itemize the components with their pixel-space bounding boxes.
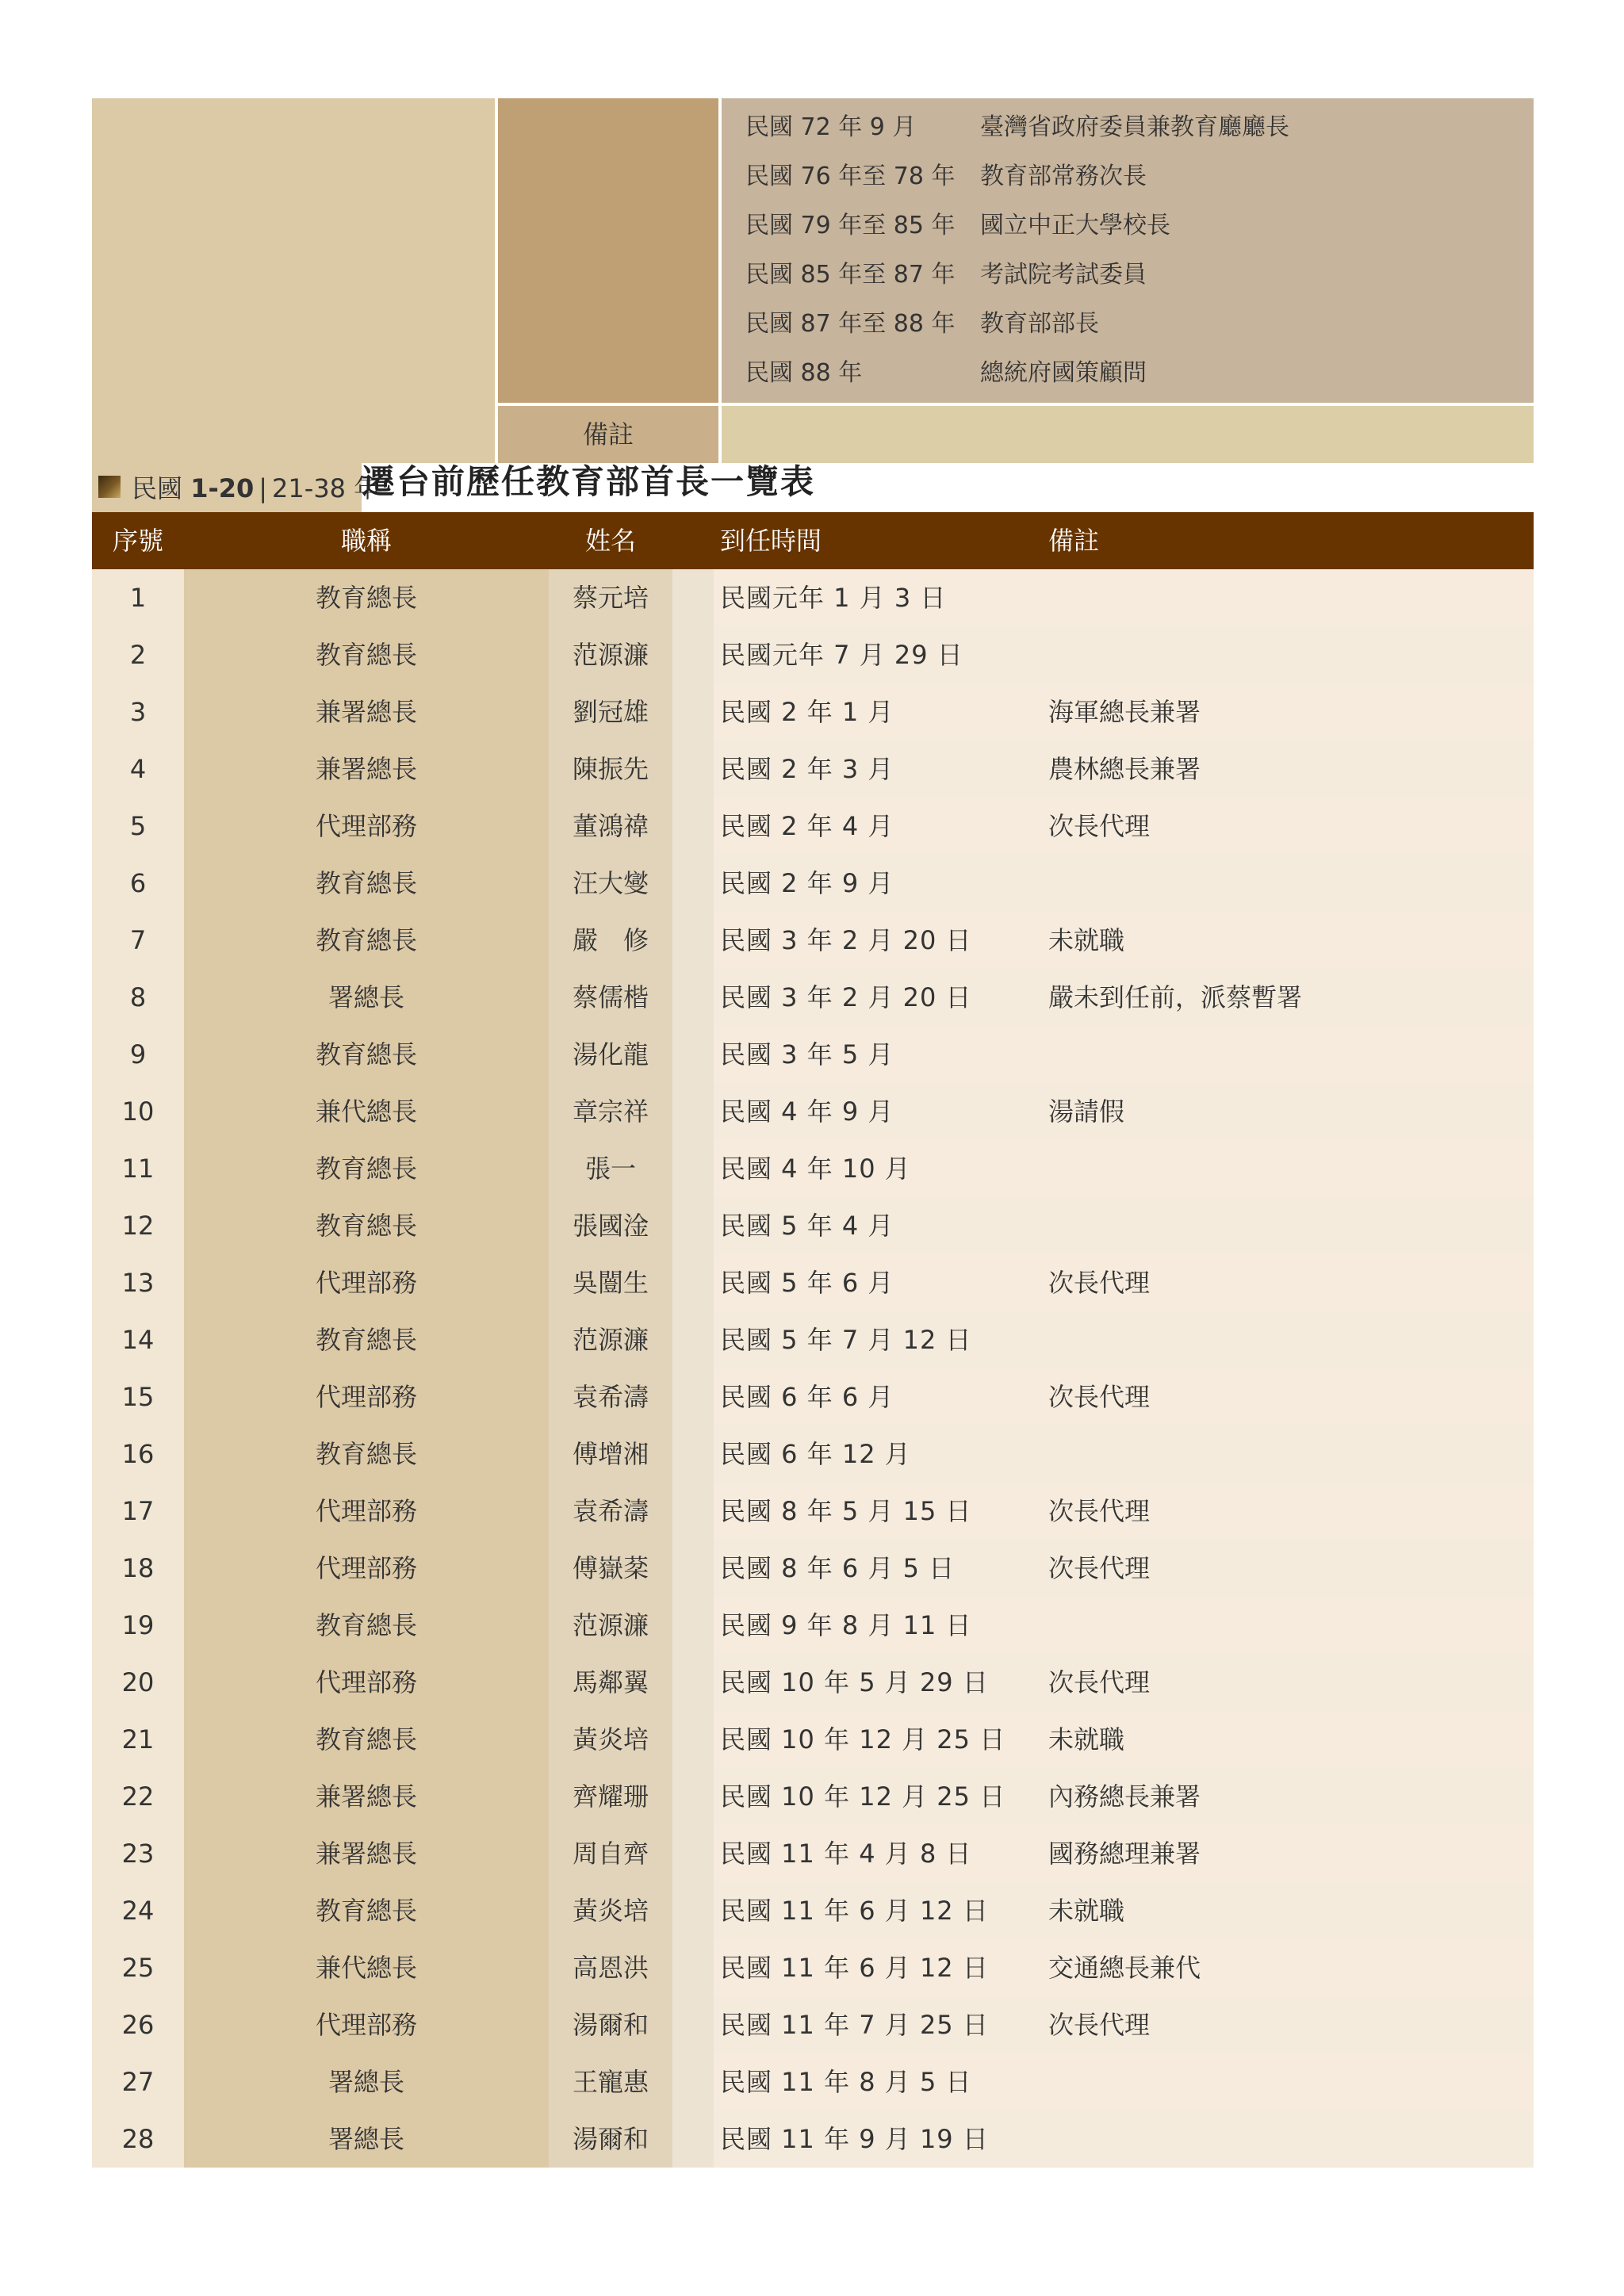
cell-name: 傅增湘 [549,1425,672,1483]
cell-title: 教育總長 [184,1882,549,1939]
cell-spacer [672,1311,714,1368]
cell-name: 范源濂 [549,626,672,683]
cell-spacer [672,1540,714,1597]
table-row [92,1425,1534,1483]
career-item [722,152,1534,201]
cell-date-note [714,1768,1534,1825]
cell-date-note [714,1825,1534,1882]
cell-title: 教育總長 [184,1311,549,1368]
table-row [92,626,1534,683]
cell-name: 范源濂 [549,1311,672,1368]
cell-note: 國務總理兼署 [1048,1839,1201,1869]
table-header [92,512,1534,569]
cell-no: 9 [92,1026,184,1083]
nav-prefix: 民國 [132,473,191,503]
cell-date-note [714,626,1534,683]
cell-name: 董鴻禕 [549,798,672,855]
cell-no: 18 [92,1540,184,1597]
cell-no: 5 [92,798,184,855]
career-item [722,300,1534,349]
cell-date-note [714,798,1534,855]
cell-title: 代理部務 [184,1483,549,1540]
cell-date: 民國 6 年 12 月 [720,1439,911,1469]
cell-no: 19 [92,1597,184,1654]
nav-separator: | [259,473,268,503]
cell-name: 王寵惠 [549,2053,672,2110]
table-row [92,1368,1534,1425]
career-title: 教育部常務次長 [980,163,1147,190]
cell-name: 傅嶽棻 [549,1540,672,1597]
career-item [722,349,1534,398]
cell-name: 高恩洪 [549,1939,672,1996]
career-date: 民國 72 年 9 月 [745,113,917,141]
table-row [92,683,1534,740]
cell-date: 民國 11 年 8 月 5 日 [720,2067,972,2097]
cell-no: 22 [92,1768,184,1825]
cell-name: 吳闓生 [549,1254,672,1311]
cell-date: 民國 2 年 4 月 [720,811,894,841]
table-row [92,1996,1534,2053]
cell-spacer [672,740,714,798]
table-row [92,855,1534,912]
cell-date-note [714,1711,1534,1768]
cell-no: 4 [92,740,184,798]
cell-date: 民國 6 年 6 月 [720,1382,894,1412]
cell-spacer [672,1197,714,1254]
cell-no: 23 [92,1825,184,1882]
cell-note: 次長代理 [1048,811,1151,841]
cell-date-note [714,1254,1534,1311]
cell-name: 陳振先 [549,740,672,798]
cell-title: 兼署總長 [184,683,549,740]
cell-name: 蔡儒楷 [549,969,672,1026]
cell-spacer [672,1083,714,1140]
cell-name: 劉冠雄 [549,683,672,740]
cell-title: 署總長 [184,969,549,1026]
cell-date-note [714,1083,1534,1140]
cell-no: 10 [92,1083,184,1140]
cell-note: 未就職 [1048,1724,1125,1755]
cell-spacer [672,1140,714,1197]
cell-title: 兼署總長 [184,1768,549,1825]
cell-date: 民國 4 年 9 月 [720,1096,894,1127]
table-row [92,1768,1534,1825]
cell-date-note [714,1425,1534,1483]
cell-name: 齊耀珊 [549,1768,672,1825]
cell-note: 次長代理 [1048,1268,1151,1298]
cell-date-note [714,1140,1534,1197]
cell-date-note [714,1654,1534,1711]
cell-title: 代理部務 [184,798,549,855]
cell-spacer [672,969,714,1026]
cell-date-note [714,1597,1534,1654]
cell-date: 民國 11 年 4 月 8 日 [720,1839,972,1869]
cell-date: 民國 8 年 6 月 5 日 [720,1553,956,1583]
cell-title: 教育總長 [184,626,549,683]
page-range-nav [132,473,379,504]
cell-title: 教育總長 [184,1597,549,1654]
cell-date-note [714,1311,1534,1368]
cell-spacer [672,1768,714,1825]
cell-title: 教育總長 [184,855,549,912]
cell-name: 章宗祥 [549,1083,672,1140]
career-date: 民國 87 年至 88 年 [745,310,956,338]
cell-name: 黃炎培 [549,1882,672,1939]
cell-date-note [714,1197,1534,1254]
career-block [92,98,1534,463]
cell-name: 范源濂 [549,1597,672,1654]
cell-date: 民國 8 年 5 月 15 日 [720,1496,972,1526]
cell-spacer [672,798,714,855]
cell-name: 張一 [549,1140,672,1197]
table-body [92,569,1534,2168]
cell-spacer [672,1939,714,1996]
cell-date: 民國 5 年 6 月 [720,1268,894,1298]
cell-no: 6 [92,855,184,912]
cell-no: 11 [92,1140,184,1197]
header-title: 職稱 [340,526,392,556]
cell-date-note [714,2053,1534,2110]
cell-name: 袁希濤 [549,1483,672,1540]
cell-note: 未就職 [1048,925,1125,955]
cell-no: 28 [92,2110,184,2168]
cell-date: 民國 2 年 3 月 [720,754,894,784]
career-date: 民國 79 年至 85 年 [745,212,956,239]
cell-date: 民國元年 7 月 29 日 [720,640,963,670]
cell-date-note [714,1882,1534,1939]
cell-spacer [672,1882,714,1939]
cell-no: 27 [92,2053,184,2110]
career-date: 民國 76 年至 78 年 [745,163,956,190]
cell-title: 代理部務 [184,1996,549,2053]
bullet-icon [98,476,121,498]
cell-no: 7 [92,912,184,969]
cell-date-note [714,2110,1534,2168]
cell-title: 兼代總長 [184,1939,549,1996]
cell-date-note [714,1483,1534,1540]
table-row [92,1711,1534,1768]
cell-spacer [672,626,714,683]
cell-title: 署總長 [184,2053,549,2110]
career-item [722,201,1534,251]
cell-title: 教育總長 [184,912,549,969]
cell-note: 次長代理 [1048,1667,1151,1697]
cell-title: 教育總長 [184,1711,549,1768]
cell-date: 民國 3 年 5 月 [720,1039,894,1070]
cell-title: 兼署總長 [184,1825,549,1882]
nav-link-current[interactable]: 1-20 [190,473,255,503]
cell-title: 教育總長 [184,1140,549,1197]
cell-title: 教育總長 [184,1026,549,1083]
table-row [92,798,1534,855]
career-title: 教育部部長 [980,310,1099,338]
cell-spacer [672,2110,714,2168]
nav-link-other[interactable]: 21-38 年 [272,473,380,503]
header-date: 到任時間 [720,526,822,556]
cell-date: 民國 11 年 6 月 12 日 [720,1953,989,1983]
cell-title: 署總長 [184,2110,549,2168]
cell-date-note [714,1540,1534,1597]
cell-title: 教育總長 [184,1197,549,1254]
cell-spacer [672,912,714,969]
cell-no: 25 [92,1939,184,1996]
cell-name: 張國淦 [549,1197,672,1254]
career-list [722,98,1534,403]
table-row [92,1197,1534,1254]
cell-no: 26 [92,1996,184,2053]
cell-no: 1 [92,569,184,626]
header-no: 序號 [112,526,163,556]
cell-no: 17 [92,1483,184,1540]
cell-spacer [672,1254,714,1311]
cell-date: 民國元年 1 月 3 日 [720,583,947,613]
table-row [92,740,1534,798]
cell-date-note [714,969,1534,1026]
cell-spacer [672,2053,714,2110]
career-photo-area [92,98,495,463]
cell-date-note [714,912,1534,969]
cell-note: 次長代理 [1048,1382,1151,1412]
cell-date: 民國 11 年 7 月 25 日 [720,2010,989,2040]
ministers-table [92,512,1534,2168]
cell-note: 農林總長兼署 [1048,754,1201,784]
cell-date: 民國 5 年 7 月 12 日 [720,1325,972,1355]
cell-date: 民國 11 年 6 月 12 日 [720,1896,989,1926]
table-row [92,1825,1534,1882]
cell-date-note [714,740,1534,798]
cell-no: 24 [92,1882,184,1939]
cell-name: 汪大燮 [549,855,672,912]
cell-title: 代理部務 [184,1254,549,1311]
header-note: 備註 [1048,526,1100,556]
section-nav [92,463,380,514]
cell-note: 次長代理 [1048,1496,1151,1526]
cell-date: 民國 9 年 8 月 11 日 [720,1610,972,1640]
cell-spacer [672,1825,714,1882]
cell-name: 湯爾和 [549,1996,672,2053]
career-label-column [498,98,718,403]
cell-note: 嚴未到任前，派蔡暫署 [1048,982,1303,1012]
cell-spacer [672,1597,714,1654]
cell-date-note [714,855,1534,912]
cell-spacer [672,855,714,912]
career-date: 民國 85 年至 87 年 [745,261,956,289]
table-row [92,1083,1534,1140]
cell-date: 民國 3 年 2 月 20 日 [720,925,972,955]
cell-no: 8 [92,969,184,1026]
table-row [92,1540,1534,1597]
cell-no: 14 [92,1311,184,1368]
note-label: 備註 [498,406,718,463]
table-row [92,2110,1534,2168]
cell-date: 民國 2 年 1 月 [720,697,894,727]
cell-spacer [672,1483,714,1540]
table-row [92,1026,1534,1083]
cell-no: 20 [92,1654,184,1711]
cell-date: 民國 5 年 4 月 [720,1211,894,1241]
table-row [92,569,1534,626]
cell-name: 嚴 修 [549,912,672,969]
cell-title: 代理部務 [184,1654,549,1711]
cell-date: 民國 4 年 10 月 [720,1154,911,1184]
cell-spacer [672,1368,714,1425]
career-date: 民國 88 年 [745,359,863,387]
cell-date-note [714,569,1534,626]
cell-no: 21 [92,1711,184,1768]
career-item [722,251,1534,300]
cell-note: 海軍總長兼署 [1048,697,1201,727]
table-row [92,1939,1534,1996]
cell-title: 代理部務 [184,1368,549,1425]
cell-spacer [672,683,714,740]
table-row [92,1483,1534,1540]
cell-date-note [714,1368,1534,1425]
cell-spacer [672,569,714,626]
header-name: 姓名 [584,526,636,556]
cell-no: 13 [92,1254,184,1311]
table-row [92,2053,1534,2110]
note-value [722,406,1534,463]
cell-spacer [672,1711,714,1768]
cell-spacer [672,1654,714,1711]
cell-date: 民國 11 年 9 月 19 日 [720,2124,989,2154]
cell-date: 民國 2 年 9 月 [720,868,894,898]
cell-date-note [714,1939,1534,1996]
cell-title: 代理部務 [184,1540,549,1597]
cell-date: 民國 10 年 12 月 25 日 [720,1724,1006,1755]
table-row [92,1597,1534,1654]
cell-note: 次長代理 [1048,1553,1151,1583]
cell-name: 袁希濤 [549,1368,672,1425]
cell-note: 未就職 [1048,1896,1125,1926]
cell-title: 教育總長 [184,1425,549,1483]
cell-no: 2 [92,626,184,683]
table-row [92,1140,1534,1197]
career-title: 總統府國策顧問 [980,359,1147,387]
table-row [92,1311,1534,1368]
table-row [92,969,1534,1026]
cell-title: 兼代總長 [184,1083,549,1140]
cell-no: 16 [92,1425,184,1483]
career-title: 考試院考試委員 [980,261,1147,289]
cell-date-note [714,1996,1534,2053]
career-item [722,103,1534,152]
cell-date: 民國 3 年 2 月 20 日 [720,982,972,1012]
cell-name: 周自齊 [549,1825,672,1882]
table-row [92,912,1534,969]
cell-note: 湯請假 [1048,1096,1125,1127]
cell-name: 馬鄰翼 [549,1654,672,1711]
cell-title: 教育總長 [184,569,549,626]
cell-name: 蔡元培 [549,569,672,626]
table-row [92,1254,1534,1311]
cell-note: 交通總長兼代 [1048,1953,1201,1983]
cell-name: 湯化龍 [549,1026,672,1083]
cell-spacer [672,1996,714,2053]
cell-spacer [672,1425,714,1483]
cell-no: 15 [92,1368,184,1425]
cell-spacer [672,1026,714,1083]
cell-date-note [714,1026,1534,1083]
cell-date: 民國 10 年 12 月 25 日 [720,1781,1006,1812]
cell-no: 3 [92,683,184,740]
cell-title: 兼署總長 [184,740,549,798]
cell-name: 湯爾和 [549,2110,672,2168]
cell-name: 黃炎培 [549,1711,672,1768]
cell-date: 民國 10 年 5 月 29 日 [720,1667,989,1697]
cell-no: 12 [92,1197,184,1254]
career-title: 國立中正大學校長 [980,212,1170,239]
cell-note: 次長代理 [1048,2010,1151,2040]
cell-date-note [714,683,1534,740]
table-row [92,1654,1534,1711]
page-title: 遷台前歷任教育部首長一覽表 [362,462,816,501]
cell-note: 內務總長兼署 [1048,1781,1201,1812]
career-title: 臺灣省政府委員兼教育廳廳長 [980,113,1289,141]
table-row [92,1882,1534,1939]
